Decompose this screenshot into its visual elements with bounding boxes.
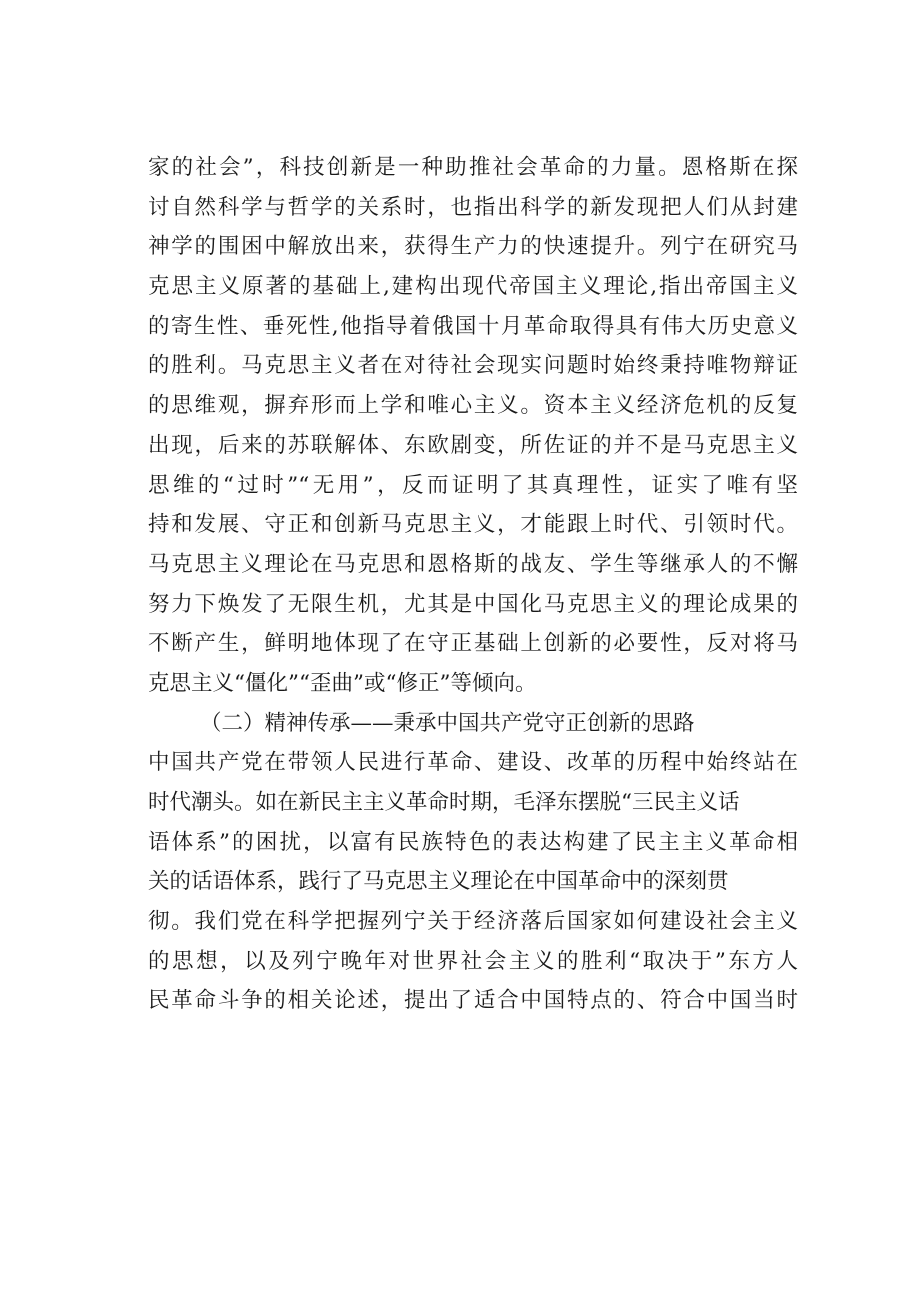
text-line: 关的话语体系，践行了马克思主义理论在中国革命中的深刻贯 [148,869,729,895]
text-line: 出现，后来的苏联解体、东欧剧变，所佐证的并不是马克思主义 [148,432,798,458]
text-line: 思维的“过时”“无用”，反而证明了其真理性，证实了唯有坚 [148,472,798,498]
text-line: 语体系”的困扰，以富有民族特色的表达构建了民主主义革命相 [148,829,798,855]
text-line: 时代潮头。如在新民主主义革命时期，毛泽东摆脱“三民主义话 [148,790,740,815]
text-line: 讨自然科学与哲学的关系时，也指出科学的新发现把人们从封建 [148,194,798,220]
text-line: 克思主义原著的基础上,建构出现代帝国主义理论,指出帝国主义 [148,274,798,300]
document-body [148,148,798,1021]
text-line: 民革命斗争的相关论述，提出了适合中国特点的、符合中国当时 [148,988,798,1014]
section-heading: （二）精神传承——秉承中国共产党守正创新的思路 [200,710,695,736]
text-line: 的思想，以及列宁晚年对世界社会主义的胜利“取决于”东方人 [148,948,798,974]
text-line: 不断产生，鲜明地体现了在守正基础上创新的必要性，反对将马 [148,631,798,657]
text-line: 的胜利。马克思主义者在对待社会现实问题时始终秉持唯物辩证 [148,353,798,379]
text-line: 马克思主义理论在马克思和恩格斯的战友、学生等继承人的不懈 [148,551,798,577]
text-line: 持和发展、守正和创新马克思主义，才能跟上时代、引领时代。 [148,512,798,538]
text-line: 努力下焕发了无限生机，尤其是中国化马克思主义的理论成果的 [148,591,798,617]
text-line: 克思主义“僵化”“歪曲”或“修正”等倾向。 [148,670,537,696]
text-line: 中国共产党在带领人民进行革命、建设、改革的历程中始终站在 [148,750,798,776]
text-line: 的寄生性、垂死性,他指导着俄国十月革命取得具有伟大历史意义 [148,313,798,339]
text-line: 的思维观，摒弃形而上学和唯心主义。资本主义经济危机的反复 [148,393,798,419]
text-line: 神学的围困中解放出来，获得生产力的快速提升。列宁在研究马 [148,234,798,260]
text-line: 彻。我们党在科学把握列宁关于经济落后国家如何建设社会主义 [148,909,798,935]
text-line: 家的社会”，科技创新是一种助推社会革命的力量。恩格斯在探 [148,155,798,180]
